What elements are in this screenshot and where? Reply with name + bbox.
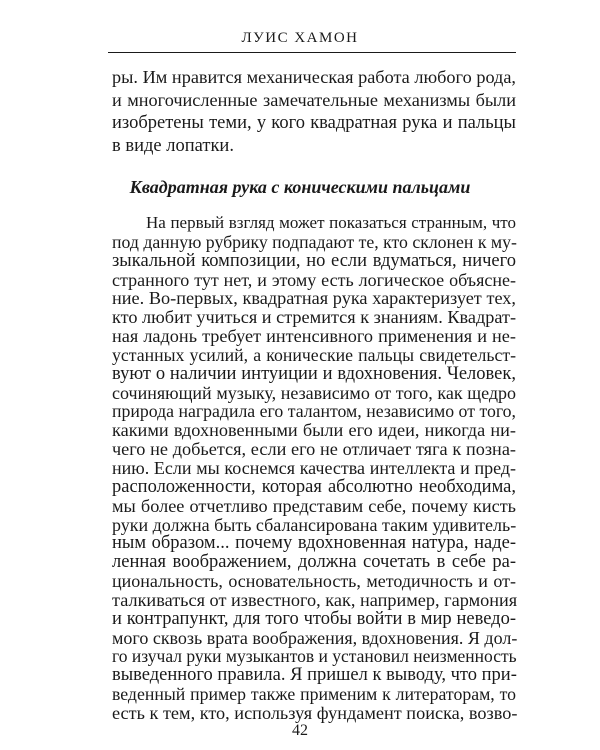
text-line: вуют о наличии интуиции и вдохновения. Человек, [112,363,516,384]
section-heading: Квадратная рука с коническими пальцами [129,177,471,197]
text-line: есть к тем, кто, используя фундамент поиска, возво- [112,703,518,723]
text-line: ленная воображением, должна сочетать в себе ра- [112,552,516,573]
text-line: чего не добьется, если его не отличает тяга к позна- [112,439,516,460]
page-number: 42 [292,722,308,739]
text-line: циональность, основательность, методичность и от- [112,571,516,592]
text-line: странного тут нет, и этому есть логическое объясне- [112,269,516,290]
text-line: выведенного правила. Я пришел к выводу, что при- [112,665,517,686]
running-header: ЛУИС ХАМОН [241,30,359,46]
text-line: зыкальной композиции, но если вдуматься, ничего [112,250,516,271]
text-line: кто любит учиться и стремится к знаниям. Квадрат- [112,307,517,328]
text-line: мого сквозь врата воображения, вдохновения. Я дол- [112,627,518,648]
text-line: ры. Им нравится механическая работа любого рода, [112,67,516,87]
text-line: веденный пример также применим к литераторам, то [112,684,516,705]
header-rule [108,52,516,53]
text-line: На первый взгляд может показаться странным, что [146,213,516,232]
text-line: талкиваться от известного, как, например, гармония [112,589,518,610]
text-line: в виде лопатки. [112,136,234,156]
text-line: природа наградила его талантом, независимо от того, [112,401,516,422]
text-line: расположенности, которая абсолютно необходима, [112,476,516,497]
text-line: руки должна быть сбалансирована таким удивитель- [112,514,517,535]
text-line: изобретены теми, у кого квадратная рука и пальцы [112,113,516,133]
text-line: ным образом... почему вдохновенная натура, наде- [112,533,516,554]
text-line: ная ладонь требует интенсивного применения и не- [112,326,516,347]
text-line: го изучал руки музыкантов и установил неизменность [112,646,517,667]
text-line: мы более отчетливо представим себе, почему кисть [112,495,516,516]
text-line: ние. Во-первых, квадратная рука характеризует тех, [112,288,516,309]
text-line: сочиняющий музыку, независимо от того, как щедро [112,382,516,403]
text-line: и контрапункт, для того чтобы войти в мир неведо- [112,608,516,629]
text-line: устанных усилий, а конические пальцы свидетельст- [112,344,516,365]
text-line: под данную рубрику подпадают те, кто склонен к му- [112,231,517,252]
text-line: какими вдохновенными были его идеи, никогда ни- [112,420,516,441]
text-line: и многочисленные замечательные механизмы были [112,90,516,110]
text-line: нию. Если мы коснемся качества интеллекта и пред- [112,458,516,478]
